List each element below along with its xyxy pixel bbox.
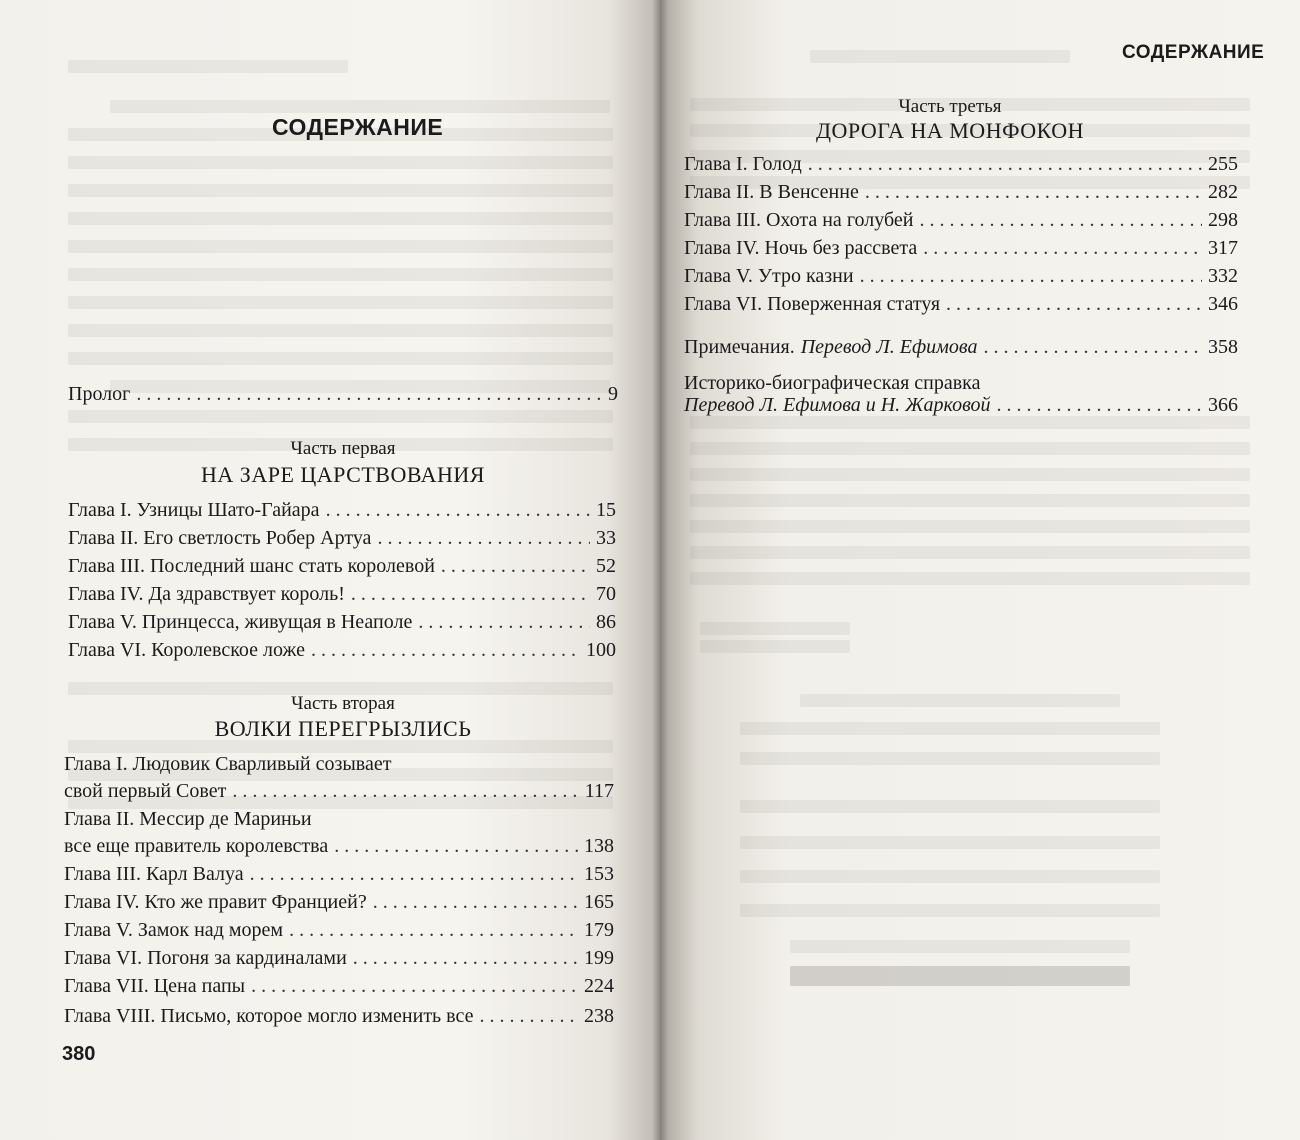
entry-page: 179 — [584, 919, 614, 941]
toc-entry[interactable] — [64, 833, 614, 859]
part-label: Часть вторая — [291, 693, 395, 714]
toc-entry-prologue[interactable] — [68, 381, 618, 407]
entry-page: 366 — [1208, 394, 1238, 416]
entry-label: Глава VI. Поверженная статуя — [684, 293, 941, 315]
entry-label: Глава IV. Кто же правит Францией? — [64, 891, 367, 913]
leader-dots — [418, 609, 590, 635]
contents-title: СОДЕРЖАНИЕ — [272, 114, 444, 140]
toc-entry[interactable] — [64, 917, 614, 943]
leader-dots — [334, 833, 578, 859]
entry-label: Глава II. Его светлость Робер Артуа — [68, 527, 372, 549]
toc-entry[interactable] — [68, 609, 616, 635]
leader-dots — [946, 291, 1202, 317]
toc-entry[interactable] — [64, 778, 614, 804]
leader-dots — [311, 637, 580, 663]
leader-dots — [250, 861, 578, 887]
toc-entry-line[interactable]: Глава I. Людовик Сварливый созывает — [64, 753, 392, 775]
leader-dots — [289, 917, 578, 943]
part-title: НА ЗАРЕ ЦАРСТВОВАНИЯ — [201, 462, 485, 487]
entry-page: 100 — [586, 639, 616, 661]
entry-label: Глава V. Принцесса, живущая в Неаполе — [68, 611, 413, 633]
part-label: Часть третья — [898, 96, 1002, 117]
running-head: СОДЕРЖАНИЕ — [1122, 42, 1265, 63]
entry-page: 199 — [584, 947, 614, 969]
entry-label: Глава I. Голод — [684, 153, 802, 175]
entry-page: 15 — [596, 499, 616, 521]
toc-entry[interactable] — [68, 637, 616, 663]
entry-label: Глава VIII. Письмо, которое могло изменить все — [64, 1005, 474, 1027]
entry-page: 70 — [596, 583, 616, 605]
toc-entry[interactable] — [684, 291, 1238, 317]
leader-dots — [865, 179, 1202, 205]
entry-label: Глава V. Замок над морем — [64, 919, 284, 941]
entry-label: Глава V. Утро казни — [684, 265, 854, 287]
toc-entry[interactable] — [64, 889, 614, 915]
entry-page: 255 — [1208, 153, 1238, 175]
entry-label: Примечания. — [684, 336, 795, 358]
toc-entry[interactable] — [68, 497, 616, 523]
toc-entry[interactable] — [684, 179, 1238, 205]
toc-entry-reference[interactable] — [684, 392, 1238, 418]
toc-entry-line[interactable]: Глава II. Мессир де Мариньи — [64, 808, 312, 830]
entry-translator: Перевод Л. Ефимова и Н. Жарковой — [684, 394, 991, 416]
entry-page: 117 — [584, 780, 614, 802]
entry-label: все еще правитель королевства — [64, 835, 329, 857]
entry-translator: Перевод Л. Ефимова — [800, 336, 978, 358]
entry-page: 358 — [1208, 336, 1238, 358]
entry-label: Глава VI. Королевское ложе — [68, 639, 305, 661]
entry-page: 52 — [596, 555, 616, 577]
entry-label: свой первый Совет — [64, 780, 227, 802]
leader-dots — [251, 973, 578, 999]
toc-entry[interactable] — [68, 581, 616, 607]
leader-dots — [997, 392, 1202, 418]
entry-label: Глава I. Узницы Шато-Гайара — [68, 499, 320, 521]
entry-label: Глава III. Карл Валуа — [64, 863, 244, 885]
right-page — [660, 0, 1300, 1140]
leader-dots — [480, 1003, 578, 1029]
leader-dots — [373, 889, 578, 915]
part-label: Часть первая — [290, 438, 396, 459]
entry-label: Глава III. Охота на голубей — [684, 209, 914, 231]
toc-entry[interactable] — [684, 151, 1238, 177]
book-gutter — [652, 0, 668, 1140]
toc-entry[interactable] — [684, 263, 1238, 289]
entry-label: Глава IV. Да здравствует король! — [68, 583, 345, 605]
toc-entry-line[interactable]: Историко-биографическая справка — [684, 372, 981, 394]
entry-page: 317 — [1208, 237, 1238, 259]
entry-page: 332 — [1208, 265, 1238, 287]
leader-dots — [923, 235, 1202, 261]
toc-entry[interactable] — [64, 945, 614, 971]
leader-dots — [377, 525, 590, 551]
entry-page: 33 — [596, 527, 616, 549]
leader-dots — [983, 334, 1202, 360]
part-title: ВОЛКИ ПЕРЕГРЫЗЛИСЬ — [214, 716, 472, 741]
toc-entry-notes[interactable] — [684, 334, 1238, 360]
leader-dots — [353, 945, 578, 971]
leader-dots — [441, 553, 590, 579]
entry-label: Глава III. Последний шанс стать королевой — [68, 555, 435, 577]
leader-dots — [136, 381, 602, 407]
entry-page: 298 — [1208, 209, 1238, 231]
entry-page: 138 — [584, 835, 614, 857]
toc-entry[interactable] — [68, 525, 616, 551]
entry-page: 86 — [596, 611, 616, 633]
entry-label: Пролог — [68, 383, 131, 405]
entry-page: 238 — [584, 1005, 614, 1027]
entry-label: Глава VI. Погоня за кардиналами — [64, 947, 347, 969]
leader-dots — [351, 581, 590, 607]
toc-entry[interactable] — [64, 973, 614, 999]
toc-entry[interactable] — [64, 1003, 614, 1029]
leader-dots — [919, 207, 1202, 233]
entry-page: 346 — [1208, 293, 1238, 315]
entry-label: Глава II. В Венсенне — [684, 181, 859, 203]
toc-entry[interactable] — [684, 207, 1238, 233]
entry-page: 282 — [1208, 181, 1238, 203]
entry-page: 9 — [608, 383, 618, 405]
entry-label: Глава VII. Цена папы — [64, 975, 246, 997]
toc-entry[interactable] — [684, 235, 1238, 261]
entry-page: 224 — [584, 975, 614, 997]
leader-dots — [808, 151, 1202, 177]
leader-dots — [232, 778, 578, 804]
page-number: 380 — [62, 1043, 96, 1065]
toc-entry[interactable] — [64, 861, 614, 887]
toc-entry[interactable] — [68, 553, 616, 579]
leader-dots — [326, 497, 590, 523]
entry-label: Глава IV. Ночь без рассвета — [684, 237, 918, 259]
leader-dots — [860, 263, 1202, 289]
part-title: ДОРОГА НА МОНФОКОН — [815, 118, 1085, 143]
entry-page: 153 — [584, 863, 614, 885]
entry-page: 165 — [584, 891, 614, 913]
